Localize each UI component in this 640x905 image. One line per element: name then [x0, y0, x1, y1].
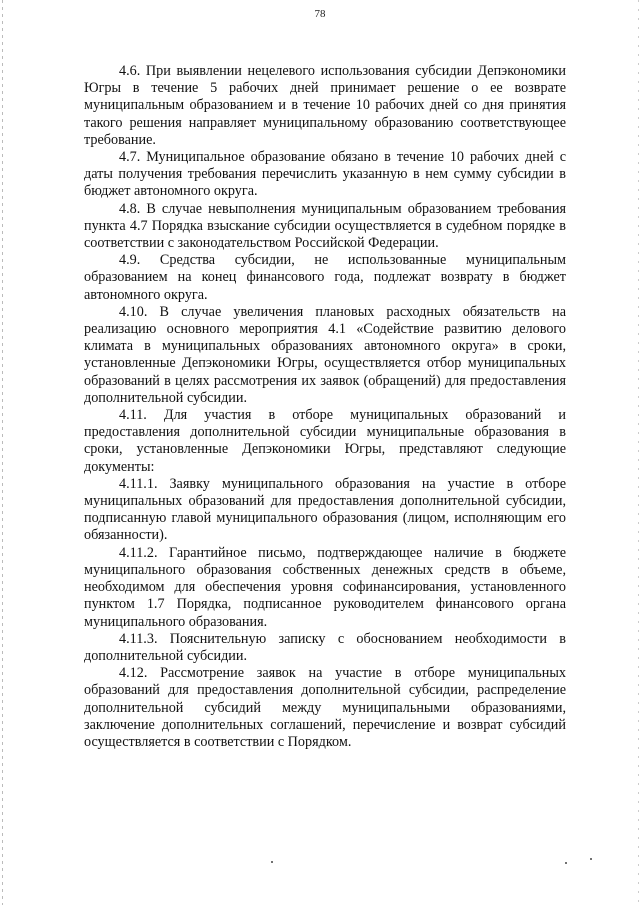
scan-speck — [590, 858, 592, 860]
paragraph-4-12: 4.12. Рассмотрение заявок на участие в отборе муниципальных образований для предоставления дополнительной субсидии, распределение дополнительной субсидий между муниципальными образованиями, заключение дополнительных соглашений, перечисление и возврат субсидий осуществляется в соответствии с Порядком. — [84, 665, 566, 750]
scan-edge-right — [638, 0, 639, 905]
paragraph-4-11-1: 4.11.1. Заявку муниципального образования на участие в отборе муниципальных образований для предоставления дополнительной субсидии, подписанную главой муниципального образования (лицом, исполняющим его обязанности). — [84, 475, 566, 544]
paragraph-4-11-3: 4.11.3. Пояснительную записку с обоснованием необходимости в дополнительной субсидии. — [84, 630, 566, 664]
paragraph-4-9: 4.9. Средства субсидии, не использованные муниципальным образованием на конец финансового года, подлежат возврату в бюджет автономного округа. — [84, 252, 566, 303]
page-number: 78 — [314, 8, 326, 20]
scan-speck — [565, 862, 567, 864]
scan-edge-left — [2, 0, 3, 905]
scan-speck — [271, 861, 273, 863]
paragraph-4-8: 4.8. В случае невыполнения муниципальным образованием требования пункта 4.7 Порядка взыскание субсидии осуществляется в судебном порядке в соответствии с законодательством Российской Федерации. — [84, 200, 566, 252]
paragraph-4-6: 4.6. При выявлении нецелевого использования субсидии Депэкономики Югры в течение 5 рабочих дней принимает решение о ее возврате муниципальным образованием и в течение 10 рабочих дней со дня принятия такого решения направляет муниципальному образованию соответствующее требование. — [84, 63, 566, 148]
paragraph-4-11-2: 4.11.2. Гарантийное письмо, подтверждающее наличие в бюджете муниципального образования собственных денежных средств в объеме, необходимом для обеспечения уровня софинансирования, установленного пунктом 1.7 Порядка, подписанное руководителем финансового органа муниципального образования. — [84, 544, 566, 630]
paragraph-4-7: 4.7. Муниципальное образование обязано в течение 10 рабочих дней с даты получения требования перечислить указанную в нем сумму субсидии в бюджет автономного округа. — [84, 149, 566, 200]
paragraph-4-11: 4.11. Для участия в отборе муниципальных образований и предоставления дополнительной субсидии муниципальные образования в сроки, установленные Депэкономики Югры, представляют следующие документы: — [84, 407, 566, 475]
paragraph-4-10: 4.10. В случае увеличения плановых расходных обязательств на реализацию основного мероприятия 4.1 «Содействие развитию делового климата в муниципальных образованиях автономного округа» в сроки, установленные Депэкономики Югры, осуществляется отбор муниципальных образований в целях рассмотрения их заявок (обращений) для предоставления дополнительной субсидии. — [84, 303, 566, 406]
document-body — [84, 63, 566, 751]
